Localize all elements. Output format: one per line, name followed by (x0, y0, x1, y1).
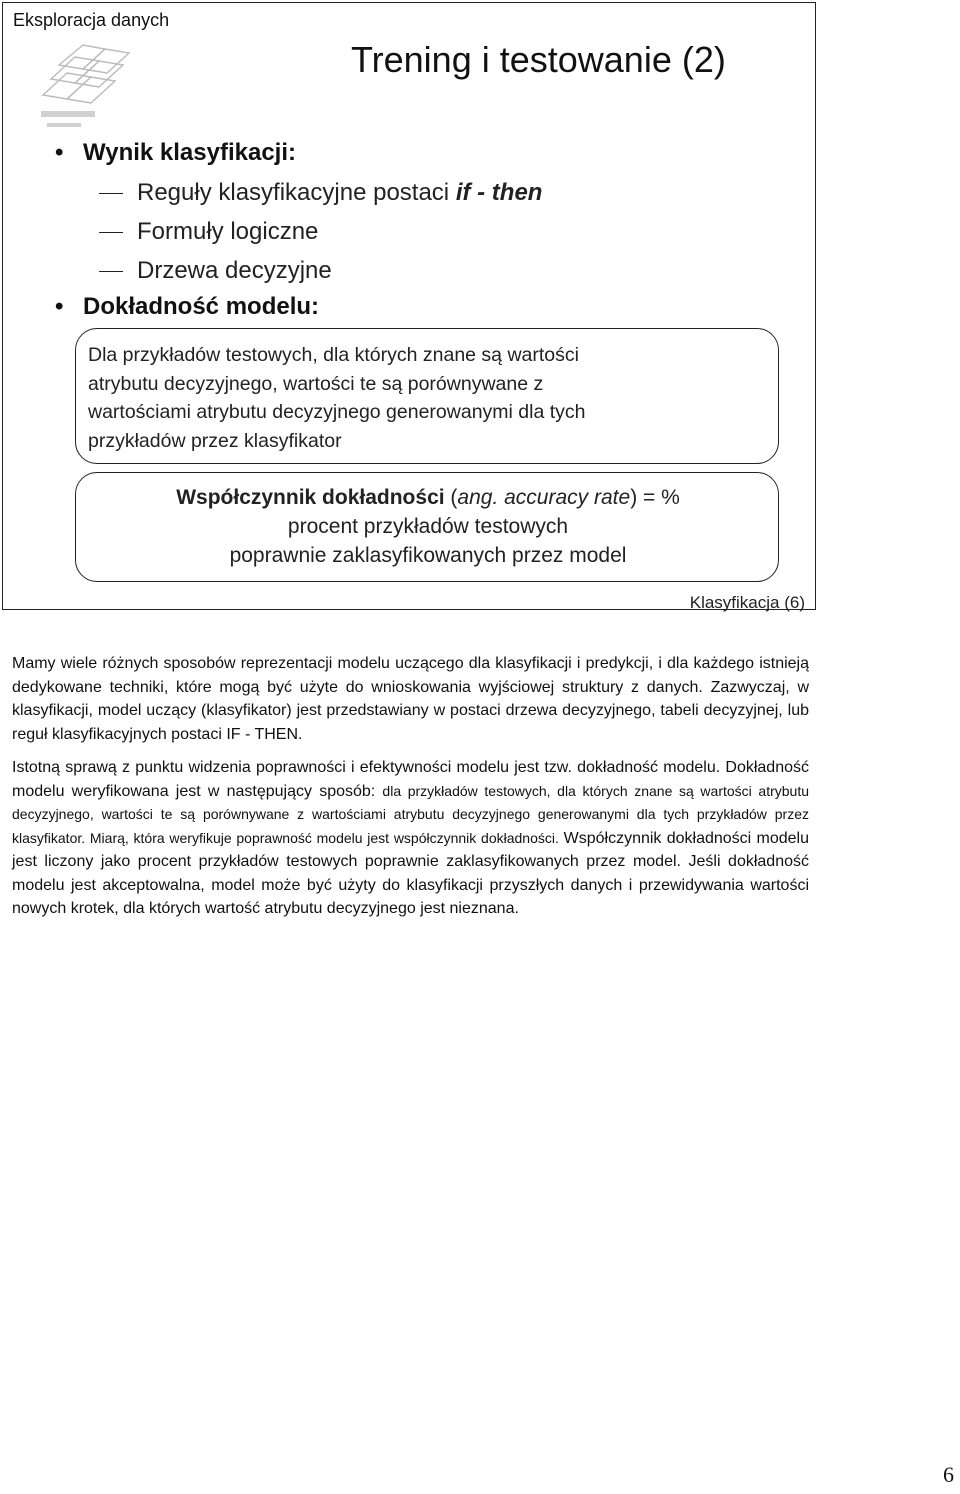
definition-text (88, 341, 768, 455)
accuracy-line-2: procent przykładów testowych (287, 515, 569, 538)
notes-paragraph-2-b: dla przykładów testowych, dla których znane są wartości atrybutu decyzyjnego, wartości te są porównywane z wartościami atrybutu decyzyjnego generowanymi dla tych przykładów przez klasyfikator. Miarą, która weryfikuje poprawność modelu jest współczynnik dokładności. (12, 782, 809, 846)
notes-paragraph-2-c: Współczynnik dokładności modelu jest liczony jako procent przykładów testowych poprawnie zaklasyfikowanych przez model. Jeśli dokładność modelu jest akceptowalna, model może być użyty do klasyfikacji przyszłych danych i przewidywania wartości nowych krotek, dla których wartość atrybutu decyzyjnego jest nieznana. (12, 829, 810, 917)
bullet-accuracy (55, 293, 319, 321)
bullet-result-label: Wynik klasyfikacji: (83, 139, 296, 166)
slide-header: Eksploracja danych (13, 10, 170, 30)
bullet-dot-icon: • (55, 293, 64, 320)
definition-box (75, 328, 779, 464)
slide-title: Trening i testowanie (2) (351, 39, 726, 80)
page-number: 6 (943, 1462, 954, 1487)
bullet-result (55, 139, 296, 167)
accuracy-ang: ang. accuracy rate (457, 486, 631, 509)
sub-item-rules-label: Reguły klasyfikacyjne postaci (137, 179, 450, 206)
accuracy-box (75, 472, 779, 582)
bullet-dot-icon: • (55, 139, 64, 166)
bullet-accuracy-label: Dokładność modelu: (83, 293, 320, 320)
sub-item-trees-label: Drzewa decyzyjne (137, 257, 332, 284)
sub-item-formulas-label: Formuły logiczne (137, 218, 319, 245)
course-logo-icon (33, 35, 143, 135)
slide-frame (2, 2, 816, 610)
dash-icon (99, 193, 123, 194)
sub-item-trees (99, 257, 332, 285)
definition-line: Dla przykładów testowych, dla których znane są wartości (88, 344, 579, 366)
sub-item-rules-emphasis: if - then (455, 179, 543, 206)
slide-footer: Klasyfikacja (6) (689, 593, 805, 612)
definition-line: wartościami atrybutu decyzyjnego generowanymi dla tych (88, 401, 586, 423)
definition-line: atrybutu decyzyjnego, wartości te są porównywane z (88, 372, 544, 395)
sub-item-rules (99, 179, 542, 207)
dash-icon (99, 232, 123, 233)
notes-paragraph-2 (12, 756, 809, 921)
accuracy-paren: ( (444, 486, 458, 509)
notes-paragraph-1: Mamy wiele różnych sposobów reprezentacji modelu uczącego dla klasyfikacji i predykcji, i dla każdego istnieją dedykowane techniki, które mogą być użyte do wnioskowania wyjściowej struktury z danych. Zazwyczaj, w klasyfikacji, model uczący (klasyfikator) jest przedstawiany w postaci drzewa decyzyjnego, tabeli decyzyjnej, lub reguł klasyfikacyjnych postaci IF - THEN. (12, 655, 809, 743)
definition-line: przykładów przez klasyfikator (88, 429, 342, 452)
dash-icon (99, 271, 123, 272)
accuracy-line-1 (76, 483, 780, 512)
accuracy-term: Współczynnik dokładności (176, 486, 445, 509)
accuracy-rest: ) = % (630, 486, 680, 509)
notes-paragraph-2-a: Istotną sprawą z punktu widzenia poprawności i efektywności modelu jest tzw. dokładność modelu. Dokładność modelu weryfikowana jest w następujący sposób: (12, 759, 809, 800)
accuracy-line-3: poprawnie zaklasyfikowanych przez model (229, 544, 627, 567)
sub-item-formulas (99, 218, 318, 246)
notes-text (12, 652, 809, 921)
accuracy-text (76, 483, 780, 570)
